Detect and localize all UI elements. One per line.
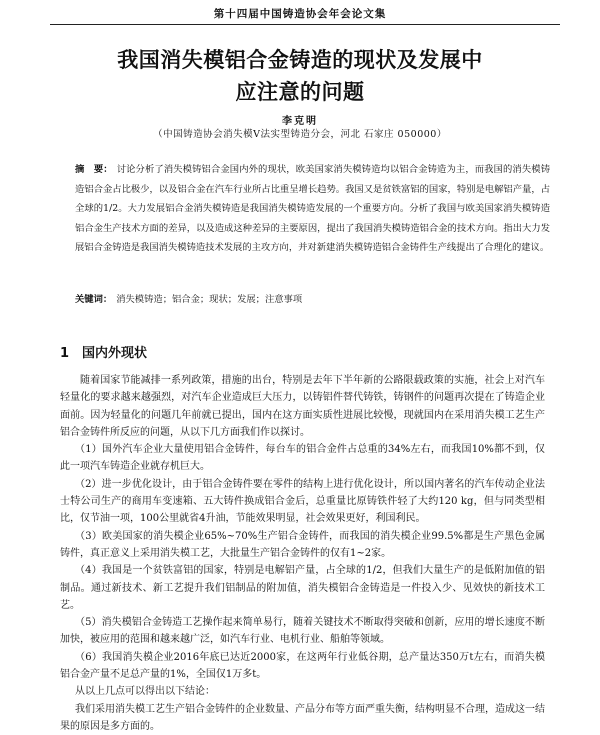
title-line-1: 我国消失模铝合金铸造的现状及发展中 bbox=[117, 47, 483, 72]
title-line-2: 应注意的问题 bbox=[235, 79, 365, 104]
list-item: （5）消失模铝合金铸造工艺操作起来简单易行，随着关键技术不断取得突破和创新，应用的增长速度不断加快，被应用的范围和越来越广泛，如汽车行业、电机行业、船舶等领域。 bbox=[60, 617, 545, 646]
section-body bbox=[60, 372, 545, 735]
list-item: （3）欧美国家的消失模企业65%~70%生产铝合金铸件，而我国的消失模企业99.5%都是生产黑色金属铸件，真正意义上采用消失模工艺，大批量生产铝合金铸件的仅有1~2家。 bbox=[60, 530, 545, 559]
list-item: （2）进一步优化设计，由于铝合金铸件要在零件的结构上进行优化设计，所以国内著名的汽车传动企业法士特公司生产的商用车变速箱、五大铸件换成铝合金后，总重量比原铸铁件轻了大约120 kg，但与同类型相比，仅节油一项，100公里就省4升油，节能效果明显，社会效果更好，利国利民。 bbox=[60, 478, 545, 525]
abstract bbox=[75, 160, 550, 258]
body-paragraph: 我们采用消失模工艺生产铝合金铸件的企业数量、产品分布等方面严重失衡，结构明显不合理，造成这一结果的原因是多方面的。 bbox=[60, 703, 545, 732]
body-paragraph: 随着国家节能减排一系列政策，措施的出台，特别是去年下半年新的公路限载政策的实施，社会上对汽车轻量化的要求越来越强烈，对汽车企业造成巨大压力，以铸铝件替代铸铁，铸钢件的问题再次提在了铸造企业面前。因为轻量化的问题几年前就已提出，国内在这方面实质性进展比较慢，现就国内在采用消失模工艺生产铝合金铸件所反应的问题，从以下几方面我们作以探讨。 bbox=[60, 375, 545, 438]
body-paragraph: 从以上几点可以得出以下结论： bbox=[75, 686, 215, 698]
list-item: （1）国外汽车企业大量使用铝合金铸件，每台车的铝合金件占总重的34%左右，而我国10%都不到，仅此一项汽车铸造企业就存机巨大。 bbox=[60, 444, 545, 473]
running-header: 第十四届中国铸造协会年会论文集 bbox=[213, 8, 387, 20]
keywords-label: 关键词： bbox=[75, 294, 113, 305]
header-rule bbox=[50, 24, 560, 25]
author-name: 李克明 bbox=[282, 116, 318, 127]
author-affiliation: （中国铸造协会消失模V法实型铸造分会，河北 石家庄 050000） bbox=[153, 129, 447, 140]
section-heading: 1 国内外现状 bbox=[60, 346, 148, 361]
list-item: （4）我国是一个贫铁富铝的国家，特别是电解铝产量，占全球的1/2，但我们大量生产的是低附加值的铝制品。通过新技术、新工艺提升我们铝制品的附加值，消失模铝合金铸造是一件投入少、见效快的新技术工艺。 bbox=[60, 565, 545, 611]
list-item: （6）我国消失模企业2016年底已达近2000家，在这两年行业低谷期，总产量达350万t左右，而消失模铝合金产量不足总产量的1%，全国仅1万多t。 bbox=[60, 651, 545, 681]
abstract-label: 摘 要： bbox=[75, 164, 113, 175]
keywords-text: 消失模铸造；铝合金；现状；发展；注意事项 bbox=[116, 294, 303, 305]
paper-title bbox=[60, 44, 540, 108]
keywords bbox=[75, 292, 550, 308]
abstract-text: 讨论分析了消失模铸铝合金国内外的现状，欧美国家消失模铸造均以铝合金铸造为主，而我国的消失模铸造铝合金占比极少，以及铝合金在汽车行业所占比重呈增长趋势。我国又是贫铁富铝的国家，特别是电解铝产量，占全球的1/2。大力发展铝合金消失模铸造是我国消失模铸造发展的一个重要方向。分析了我国与欧美国家消失模铸造铝合金生产技术方面的差异，以及造成这种差异的主要原因，提出了我国消失模铸造铝合金的技术方向。指出大力发展铝合金铸造是我国消失模铸造技术发展的主攻方向，并对新建消失模铸造铝合金铸件生产线提出了合理化的建议。 bbox=[75, 164, 550, 254]
